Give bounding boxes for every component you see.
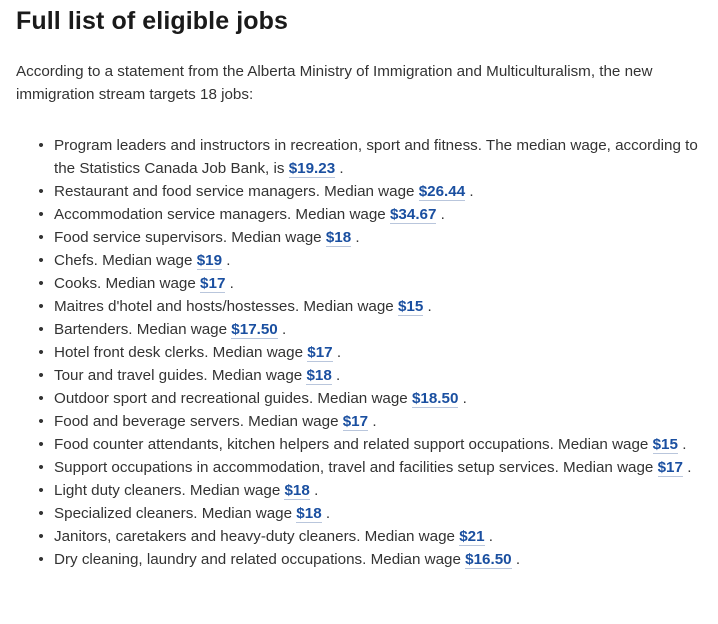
bullet-icon: • xyxy=(38,252,44,269)
job-item-suffix: . xyxy=(336,344,342,361)
job-item-suffix: . xyxy=(515,551,521,568)
median-wage-link[interactable]: $15 xyxy=(652,436,678,453)
bullet-icon: • xyxy=(38,367,44,384)
job-list-item xyxy=(16,387,714,410)
job-description: Bartenders. Median wage xyxy=(54,321,232,338)
median-wage-link[interactable]: $17 xyxy=(657,459,683,476)
job-item-suffix: . xyxy=(440,206,445,223)
median-wage-link[interactable]: $17 xyxy=(200,275,226,292)
job-list-item xyxy=(16,318,714,341)
job-description: Program leaders and instructors in recreation, sport and fitness. The median wage, according to the Statistics Canada Job Bank, is xyxy=(54,137,698,177)
job-description: Food counter attendants, kitchen helpers and related support occupations. Median wage xyxy=(54,436,653,453)
job-item-suffix: . xyxy=(325,505,331,522)
median-wage-link[interactable]: $34.67 xyxy=(389,206,437,223)
bullet-icon: • xyxy=(38,298,44,315)
job-description: Accommodation service managers. Median wage xyxy=(54,206,390,223)
bullet-icon: • xyxy=(38,482,44,499)
job-description: Janitors, caretakers and heavy-duty cleaners. Median wage xyxy=(54,528,460,545)
bullet-icon: • xyxy=(38,413,44,430)
bullet-icon: • xyxy=(38,183,44,200)
job-item-suffix: . xyxy=(339,160,344,177)
job-item-suffix: . xyxy=(687,459,692,476)
job-item-suffix: . xyxy=(281,321,287,338)
job-list-item xyxy=(16,226,714,249)
median-wage-link[interactable]: $21 xyxy=(459,528,485,545)
job-item-suffix: . xyxy=(488,528,494,545)
job-item-suffix: . xyxy=(372,413,377,430)
bullet-icon: • xyxy=(38,321,44,338)
job-description: Food service supervisors. Median wage xyxy=(54,229,326,246)
job-description: Outdoor sport and recreational guides. Median wage xyxy=(54,390,412,407)
job-list-item xyxy=(16,364,714,387)
job-list-item xyxy=(16,502,714,525)
job-description: Support occupations in accommodation, travel and facilities setup services. Median wage xyxy=(54,459,658,476)
median-wage-link[interactable]: $17 xyxy=(342,413,369,430)
bullet-icon: • xyxy=(38,505,44,522)
bullet-icon: • xyxy=(38,275,44,292)
job-description: Hotel front desk clerks. Median wage xyxy=(54,344,308,361)
bullet-icon: • xyxy=(38,436,44,453)
median-wage-link[interactable]: $18.50 xyxy=(411,390,459,407)
job-description: Light duty cleaners. Median wage xyxy=(54,482,285,499)
bullet-icon: • xyxy=(38,459,44,476)
median-wage-link[interactable]: $18 xyxy=(296,505,322,522)
bullet-icon: • xyxy=(38,528,44,545)
section-heading: Full list of eligible jobs xyxy=(16,7,289,35)
job-item-suffix: . xyxy=(682,436,687,453)
job-item-suffix: . xyxy=(226,252,231,269)
job-list-item xyxy=(16,295,714,318)
job-description: Restaurant and food service managers. Median wage xyxy=(54,183,419,200)
job-description: Specialized cleaners. Median wage xyxy=(54,505,297,522)
median-wage-link[interactable]: $16.50 xyxy=(465,551,512,568)
job-description: Dry cleaning, laundry and related occupations. Median wage xyxy=(54,551,466,568)
job-item-suffix: . xyxy=(314,482,319,499)
job-list-item xyxy=(16,249,714,272)
job-item-suffix: . xyxy=(462,390,467,407)
job-item-suffix: . xyxy=(229,275,234,292)
job-list-item xyxy=(16,525,714,548)
median-wage-link[interactable]: $17.50 xyxy=(231,321,278,338)
job-list-item xyxy=(16,203,714,226)
median-wage-link[interactable]: $17 xyxy=(307,344,333,361)
job-list-item xyxy=(16,433,714,456)
median-wage-link[interactable]: $15 xyxy=(397,298,424,315)
median-wage-link[interactable]: $18 xyxy=(284,482,310,499)
median-wage-link[interactable]: $19.23 xyxy=(288,160,336,177)
median-wage-link[interactable]: $18 xyxy=(306,367,332,384)
job-list-item xyxy=(16,134,714,180)
job-list-item xyxy=(16,341,714,364)
job-list-item xyxy=(16,180,714,203)
job-list-item xyxy=(16,272,714,295)
bullet-icon: • xyxy=(38,390,44,407)
job-description: Tour and travel guides. Median wage xyxy=(54,367,307,384)
median-wage-link[interactable]: $19 xyxy=(196,252,223,269)
job-description: Chefs. Median wage xyxy=(54,252,197,269)
bullet-icon: • xyxy=(38,551,44,568)
job-list-item xyxy=(16,456,714,479)
bullet-icon: • xyxy=(38,137,44,154)
job-item-suffix: . xyxy=(469,183,474,200)
median-wage-link[interactable]: $26.44 xyxy=(418,183,466,200)
bullet-icon: • xyxy=(38,344,44,361)
median-wage-link[interactable]: $18 xyxy=(325,229,352,246)
job-item-suffix: . xyxy=(336,367,341,384)
job-item-suffix: . xyxy=(355,229,360,246)
eligible-jobs-list xyxy=(16,134,708,571)
job-description: Cooks. Median wage xyxy=(54,275,201,292)
intro-paragraph: According to a statement from the Alberta Ministry of Immigration and Multiculturalism, the new immigration stream targets 18 jobs: xyxy=(16,63,653,103)
job-list-item xyxy=(16,410,714,433)
job-description: Maitres d'hotel and hosts/hostesses. Median wage xyxy=(54,298,398,315)
job-item-suffix: . xyxy=(427,298,432,315)
job-description: Food and beverage servers. Median wage xyxy=(54,413,343,430)
job-list-item xyxy=(16,479,714,502)
job-list-item xyxy=(16,548,714,571)
bullet-icon: • xyxy=(38,206,44,223)
bullet-icon: • xyxy=(38,229,44,246)
